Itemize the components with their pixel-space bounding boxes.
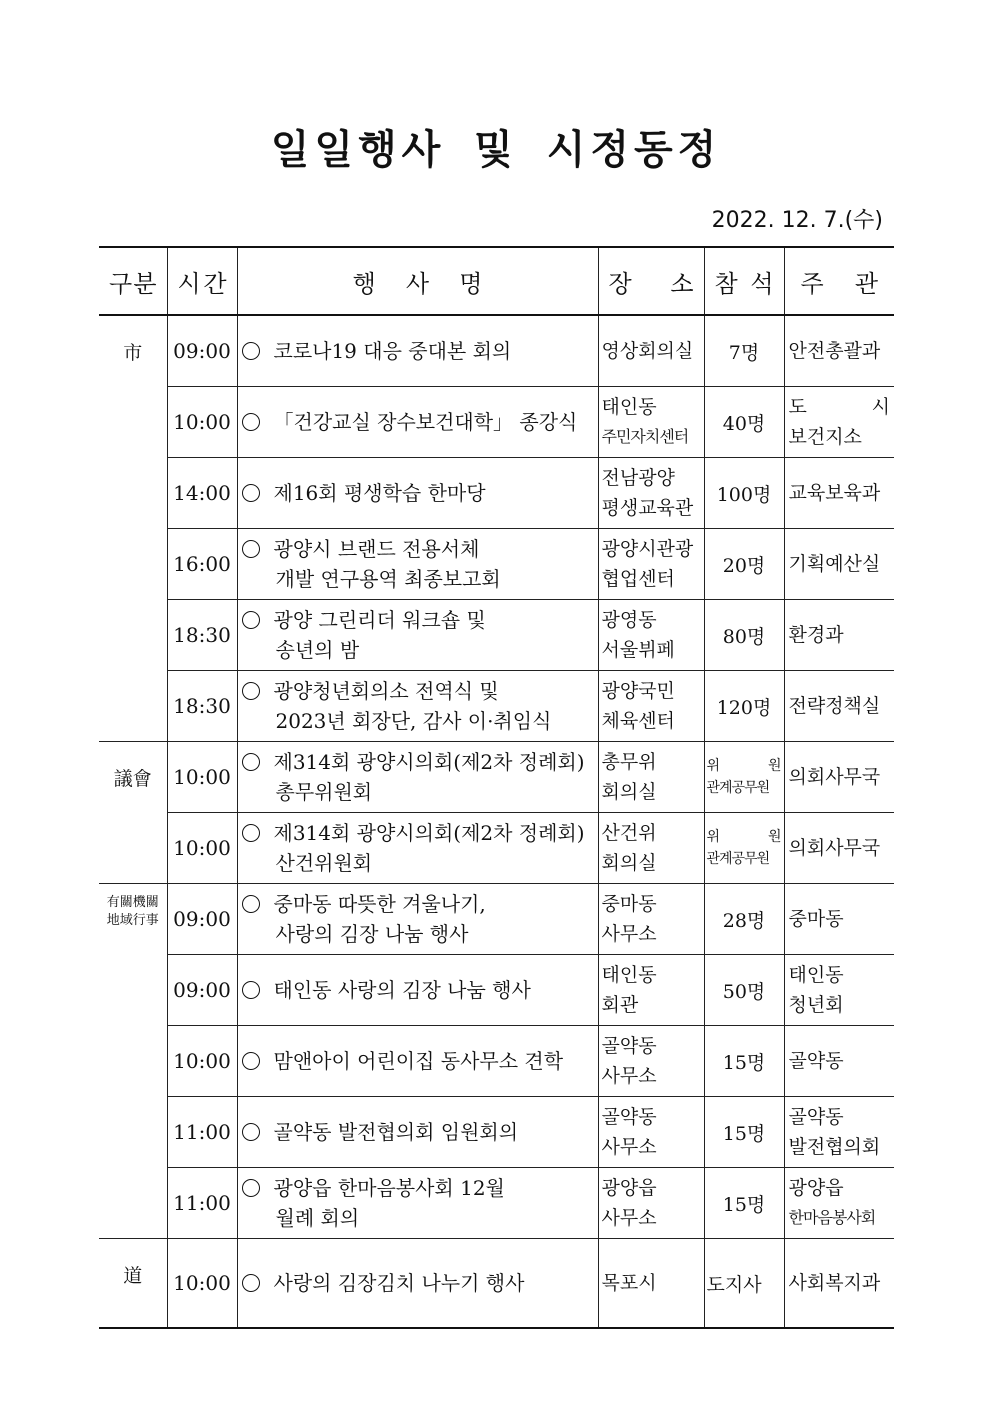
event-name-line bbox=[242, 1173, 594, 1203]
organizer-cell bbox=[784, 1168, 894, 1239]
organizer-text: 사회복지과 bbox=[788, 1272, 881, 1294]
time-cell: 10:00 bbox=[167, 813, 237, 884]
place-text: 골약동 bbox=[601, 1106, 657, 1128]
organizer-text: 교육보육과 bbox=[788, 482, 881, 504]
organizer-text: 전략정책실 bbox=[788, 695, 881, 717]
attendee-cell bbox=[704, 458, 784, 529]
event-name-line bbox=[242, 605, 594, 635]
place-text: 광양시관광 bbox=[601, 538, 694, 560]
event-text: 광양 그린리더 워크숍 및 bbox=[273, 608, 486, 632]
event-text: 사랑의 김장김치 나누기 행사 bbox=[273, 1271, 525, 1295]
place-text: 협업센터 bbox=[601, 568, 675, 590]
event-cell bbox=[237, 1097, 598, 1168]
place-text: 태인동 bbox=[601, 964, 657, 986]
attendee-text: 관계공무원 bbox=[706, 780, 770, 796]
time-cell: 09:00 bbox=[167, 315, 237, 387]
place-cell bbox=[598, 529, 704, 600]
header-time: 시 간 bbox=[167, 247, 237, 315]
event-name-line bbox=[242, 889, 594, 919]
event-name-line bbox=[242, 919, 594, 949]
header-organizer: 주 관 bbox=[784, 247, 894, 315]
place-cell bbox=[598, 387, 704, 458]
bullet-circle-icon bbox=[242, 981, 260, 999]
organizer-cell bbox=[784, 1239, 894, 1329]
organizer-text: 환경과 bbox=[788, 624, 844, 646]
event-cell bbox=[237, 1026, 598, 1097]
bullet-circle-icon bbox=[242, 1052, 260, 1070]
event-name-line bbox=[242, 564, 594, 594]
place-text: 영상회의실 bbox=[601, 340, 694, 362]
organizer-text: 발전협의회 bbox=[788, 1136, 881, 1158]
event-name-line bbox=[242, 635, 594, 665]
attendee-text: 28명 bbox=[722, 909, 766, 932]
organizer-cell bbox=[784, 884, 894, 955]
place-text: 광양읍 bbox=[601, 1177, 657, 1199]
bullet-circle-icon bbox=[242, 1274, 260, 1292]
category-cell bbox=[99, 1239, 167, 1329]
place-cell bbox=[598, 813, 704, 884]
event-text: 코로나19 대응 중대본 회의 bbox=[273, 339, 512, 363]
attendee-text: 위 원 bbox=[706, 829, 782, 845]
organizer-cell bbox=[784, 955, 894, 1026]
event-name-line bbox=[242, 1268, 594, 1298]
attendee-cell bbox=[704, 1168, 784, 1239]
attendee-text: 120명 bbox=[716, 696, 772, 719]
bullet-circle-icon bbox=[242, 484, 260, 502]
organizer-cell bbox=[784, 742, 894, 813]
attendee-text: 50명 bbox=[722, 980, 766, 1003]
table-row bbox=[99, 955, 894, 1026]
event-name-line bbox=[242, 534, 594, 564]
category-label: 市 bbox=[123, 342, 143, 364]
place-cell bbox=[598, 1026, 704, 1097]
organizer-text: 보건지소 bbox=[788, 426, 862, 448]
attendee-cell bbox=[704, 1097, 784, 1168]
organizer-cell bbox=[784, 458, 894, 529]
place-text: 전남광양 bbox=[601, 467, 675, 489]
attendee-text: 40명 bbox=[722, 412, 766, 435]
organizer-cell bbox=[784, 387, 894, 458]
event-text: 사랑의 김장 나눔 행사 bbox=[275, 922, 469, 946]
bullet-circle-icon bbox=[242, 1123, 260, 1141]
event-text: 제314회 광양시의회(제2차 정례회) bbox=[273, 750, 585, 774]
place-cell bbox=[598, 671, 704, 742]
place-text: 산건위 bbox=[601, 822, 657, 844]
event-name-line bbox=[242, 975, 594, 1005]
table-row bbox=[99, 1239, 894, 1329]
event-text: 개발 연구용역 최종보고회 bbox=[275, 567, 501, 591]
schedule-table bbox=[99, 246, 894, 1329]
document-date: 2022. 12. 7.(수) bbox=[711, 208, 883, 233]
event-cell bbox=[237, 955, 598, 1026]
category-label: 有關機關 bbox=[106, 895, 159, 910]
event-name-line bbox=[242, 407, 594, 437]
attendee-text: 위 원 bbox=[706, 758, 782, 774]
place-text: 주민자치센터 bbox=[601, 427, 689, 446]
bullet-circle-icon bbox=[242, 540, 260, 558]
table-row bbox=[99, 458, 894, 529]
place-cell bbox=[598, 600, 704, 671]
place-cell bbox=[598, 1097, 704, 1168]
event-cell bbox=[237, 387, 598, 458]
attendee-text: 15명 bbox=[722, 1051, 766, 1074]
place-cell bbox=[598, 1239, 704, 1329]
place-text: 골약동 bbox=[601, 1035, 657, 1057]
organizer-text: 안전총괄과 bbox=[788, 340, 881, 362]
event-text: 2023년 회장단, 감사 이·취임식 bbox=[275, 709, 552, 733]
table-row bbox=[99, 529, 894, 600]
event-text: 광양청년회의소 전역식 및 bbox=[273, 679, 499, 703]
event-cell bbox=[237, 671, 598, 742]
time-cell: 11:00 bbox=[167, 1097, 237, 1168]
category-cell bbox=[99, 742, 167, 884]
bullet-circle-icon bbox=[242, 753, 260, 771]
organizer-text: 태인동 bbox=[788, 964, 844, 986]
event-name-line bbox=[242, 706, 594, 736]
attendee-cell bbox=[704, 387, 784, 458]
attendee-text: 15명 bbox=[722, 1122, 766, 1145]
place-cell bbox=[598, 458, 704, 529]
event-cell bbox=[237, 742, 598, 813]
category-label: 議會 bbox=[113, 768, 152, 790]
place-text: 회의실 bbox=[601, 781, 657, 803]
place-cell bbox=[598, 742, 704, 813]
place-cell bbox=[598, 955, 704, 1026]
event-name-line bbox=[242, 1046, 594, 1076]
event-text: 태인동 사랑의 김장 나눔 행사 bbox=[273, 978, 531, 1002]
table-row bbox=[99, 813, 894, 884]
place-cell bbox=[598, 884, 704, 955]
table-row bbox=[99, 315, 894, 387]
organizer-text: 골약동 bbox=[788, 1106, 844, 1128]
place-cell bbox=[598, 315, 704, 387]
time-cell: 11:00 bbox=[167, 1168, 237, 1239]
place-text: 중마동 bbox=[601, 893, 657, 915]
place-text: 총무위 bbox=[601, 751, 657, 773]
event-name-line bbox=[242, 1117, 594, 1147]
time-cell: 09:00 bbox=[167, 955, 237, 1026]
organizer-text: 기획예산실 bbox=[788, 553, 881, 575]
attendee-cell bbox=[704, 529, 784, 600]
organizer-cell bbox=[784, 813, 894, 884]
header-attendee: 참 석 bbox=[704, 247, 784, 315]
table-row bbox=[99, 884, 894, 955]
event-cell bbox=[237, 600, 598, 671]
time-cell: 16:00 bbox=[167, 529, 237, 600]
time-cell: 10:00 bbox=[167, 742, 237, 813]
attendee-cell bbox=[704, 813, 784, 884]
bullet-circle-icon bbox=[242, 342, 260, 360]
bullet-circle-icon bbox=[242, 413, 260, 431]
place-text: 사무소 bbox=[601, 923, 657, 945]
attendee-cell bbox=[704, 1026, 784, 1097]
event-cell bbox=[237, 529, 598, 600]
organizer-text: 한마음봉사회 bbox=[788, 1208, 876, 1227]
attendee-text: 20명 bbox=[722, 554, 766, 577]
event-text: 총무위원회 bbox=[275, 780, 373, 804]
attendee-text: 100명 bbox=[716, 483, 772, 506]
event-name-line bbox=[242, 747, 594, 777]
organizer-text: 골약동 bbox=[788, 1050, 844, 1072]
bullet-circle-icon bbox=[242, 895, 260, 913]
place-text: 사무소 bbox=[601, 1207, 657, 1229]
organizer-cell bbox=[784, 600, 894, 671]
table-row bbox=[99, 387, 894, 458]
place-text: 회의실 bbox=[601, 852, 657, 874]
bullet-circle-icon bbox=[242, 1179, 260, 1197]
organizer-text: 의회사무국 bbox=[788, 766, 881, 788]
organizer-text: 청년회 bbox=[788, 994, 844, 1016]
event-text: 송년의 밤 bbox=[275, 638, 360, 662]
attendee-cell bbox=[704, 884, 784, 955]
attendee-cell bbox=[704, 742, 784, 813]
category-label: 地域行事 bbox=[106, 913, 159, 928]
place-text: 태인동 bbox=[601, 396, 657, 418]
table-row bbox=[99, 600, 894, 671]
attendee-text: 도지사 bbox=[706, 1273, 762, 1296]
attendee-cell bbox=[704, 315, 784, 387]
attendee-text: 15명 bbox=[722, 1193, 766, 1216]
time-cell: 14:00 bbox=[167, 458, 237, 529]
event-text: 월례 회의 bbox=[275, 1206, 360, 1230]
event-text: 맘앤아이 어린이집 동사무소 견학 bbox=[273, 1049, 564, 1073]
event-text: 「건강교실 장수보건대학」 종강식 bbox=[273, 410, 578, 434]
event-cell bbox=[237, 315, 598, 387]
time-cell: 10:00 bbox=[167, 1026, 237, 1097]
place-text: 사무소 bbox=[601, 1065, 657, 1087]
event-name-line bbox=[242, 1203, 594, 1233]
attendee-text: 7명 bbox=[728, 341, 760, 364]
place-text: 사무소 bbox=[601, 1136, 657, 1158]
event-text: 골약동 발전협의회 임원회의 bbox=[273, 1120, 519, 1144]
table-row bbox=[99, 742, 894, 813]
attendee-text: 80명 bbox=[722, 625, 766, 648]
page-title: 일일행사 및 시정동정 bbox=[270, 127, 722, 173]
time-cell: 18:30 bbox=[167, 671, 237, 742]
place-text: 체육센터 bbox=[601, 710, 675, 732]
time-cell: 10:00 bbox=[167, 387, 237, 458]
place-text: 목포시 bbox=[601, 1272, 657, 1294]
event-text: 제314회 광양시의회(제2차 정례회) bbox=[273, 821, 585, 845]
header-row bbox=[99, 247, 894, 315]
event-cell bbox=[237, 1239, 598, 1329]
attendee-cell bbox=[704, 600, 784, 671]
event-name-line bbox=[242, 336, 594, 366]
time-cell: 10:00 bbox=[167, 1239, 237, 1329]
event-name-line bbox=[242, 676, 594, 706]
event-name-line bbox=[242, 848, 594, 878]
organizer-text: 중마동 bbox=[788, 908, 844, 930]
event-cell bbox=[237, 1168, 598, 1239]
organizer-cell bbox=[784, 1026, 894, 1097]
organizer-cell bbox=[784, 1097, 894, 1168]
event-name-line bbox=[242, 777, 594, 807]
event-name-line bbox=[242, 478, 594, 508]
event-cell bbox=[237, 884, 598, 955]
table-row bbox=[99, 1168, 894, 1239]
organizer-cell bbox=[784, 671, 894, 742]
place-text: 회관 bbox=[601, 994, 639, 1016]
time-cell: 18:30 bbox=[167, 600, 237, 671]
place-text: 광영동 bbox=[601, 609, 657, 631]
event-name-line bbox=[242, 818, 594, 848]
event-text: 중마동 따뜻한 겨울나기, bbox=[273, 892, 486, 916]
header-event: 행 사 명 bbox=[237, 247, 598, 315]
table-row bbox=[99, 1097, 894, 1168]
place-text: 서울뷔페 bbox=[601, 639, 675, 661]
category-cell bbox=[99, 315, 167, 742]
organizer-cell bbox=[784, 529, 894, 600]
category-cell bbox=[99, 884, 167, 1239]
organizer-cell bbox=[784, 315, 894, 387]
organizer-text: 광양읍 bbox=[788, 1177, 844, 1199]
organizer-text: 의회사무국 bbox=[788, 837, 881, 859]
event-text: 산건위원회 bbox=[275, 851, 373, 875]
event-text: 제16회 평생학습 한마당 bbox=[273, 481, 486, 505]
table-row bbox=[99, 671, 894, 742]
attendee-cell bbox=[704, 1239, 784, 1329]
table-row bbox=[99, 1026, 894, 1097]
place-cell bbox=[598, 1168, 704, 1239]
attendee-cell bbox=[704, 671, 784, 742]
event-text: 광양읍 한마음봉사회 12월 bbox=[273, 1176, 505, 1200]
bullet-circle-icon bbox=[242, 611, 260, 629]
attendee-cell bbox=[704, 955, 784, 1026]
attendee-text: 관계공무원 bbox=[706, 851, 770, 867]
event-cell bbox=[237, 458, 598, 529]
bullet-circle-icon bbox=[242, 824, 260, 842]
organizer-text: 도 시 bbox=[788, 396, 890, 418]
header-place: 장 소 bbox=[598, 247, 704, 315]
category-label: 道 bbox=[123, 1265, 143, 1287]
header-category: 구 분 bbox=[99, 247, 167, 315]
event-cell bbox=[237, 813, 598, 884]
event-text: 광양시 브랜드 전용서체 bbox=[273, 537, 480, 561]
place-text: 광양국민 bbox=[601, 680, 675, 702]
time-cell: 09:00 bbox=[167, 884, 237, 955]
place-text: 평생교육관 bbox=[601, 497, 694, 519]
bullet-circle-icon bbox=[242, 682, 260, 700]
